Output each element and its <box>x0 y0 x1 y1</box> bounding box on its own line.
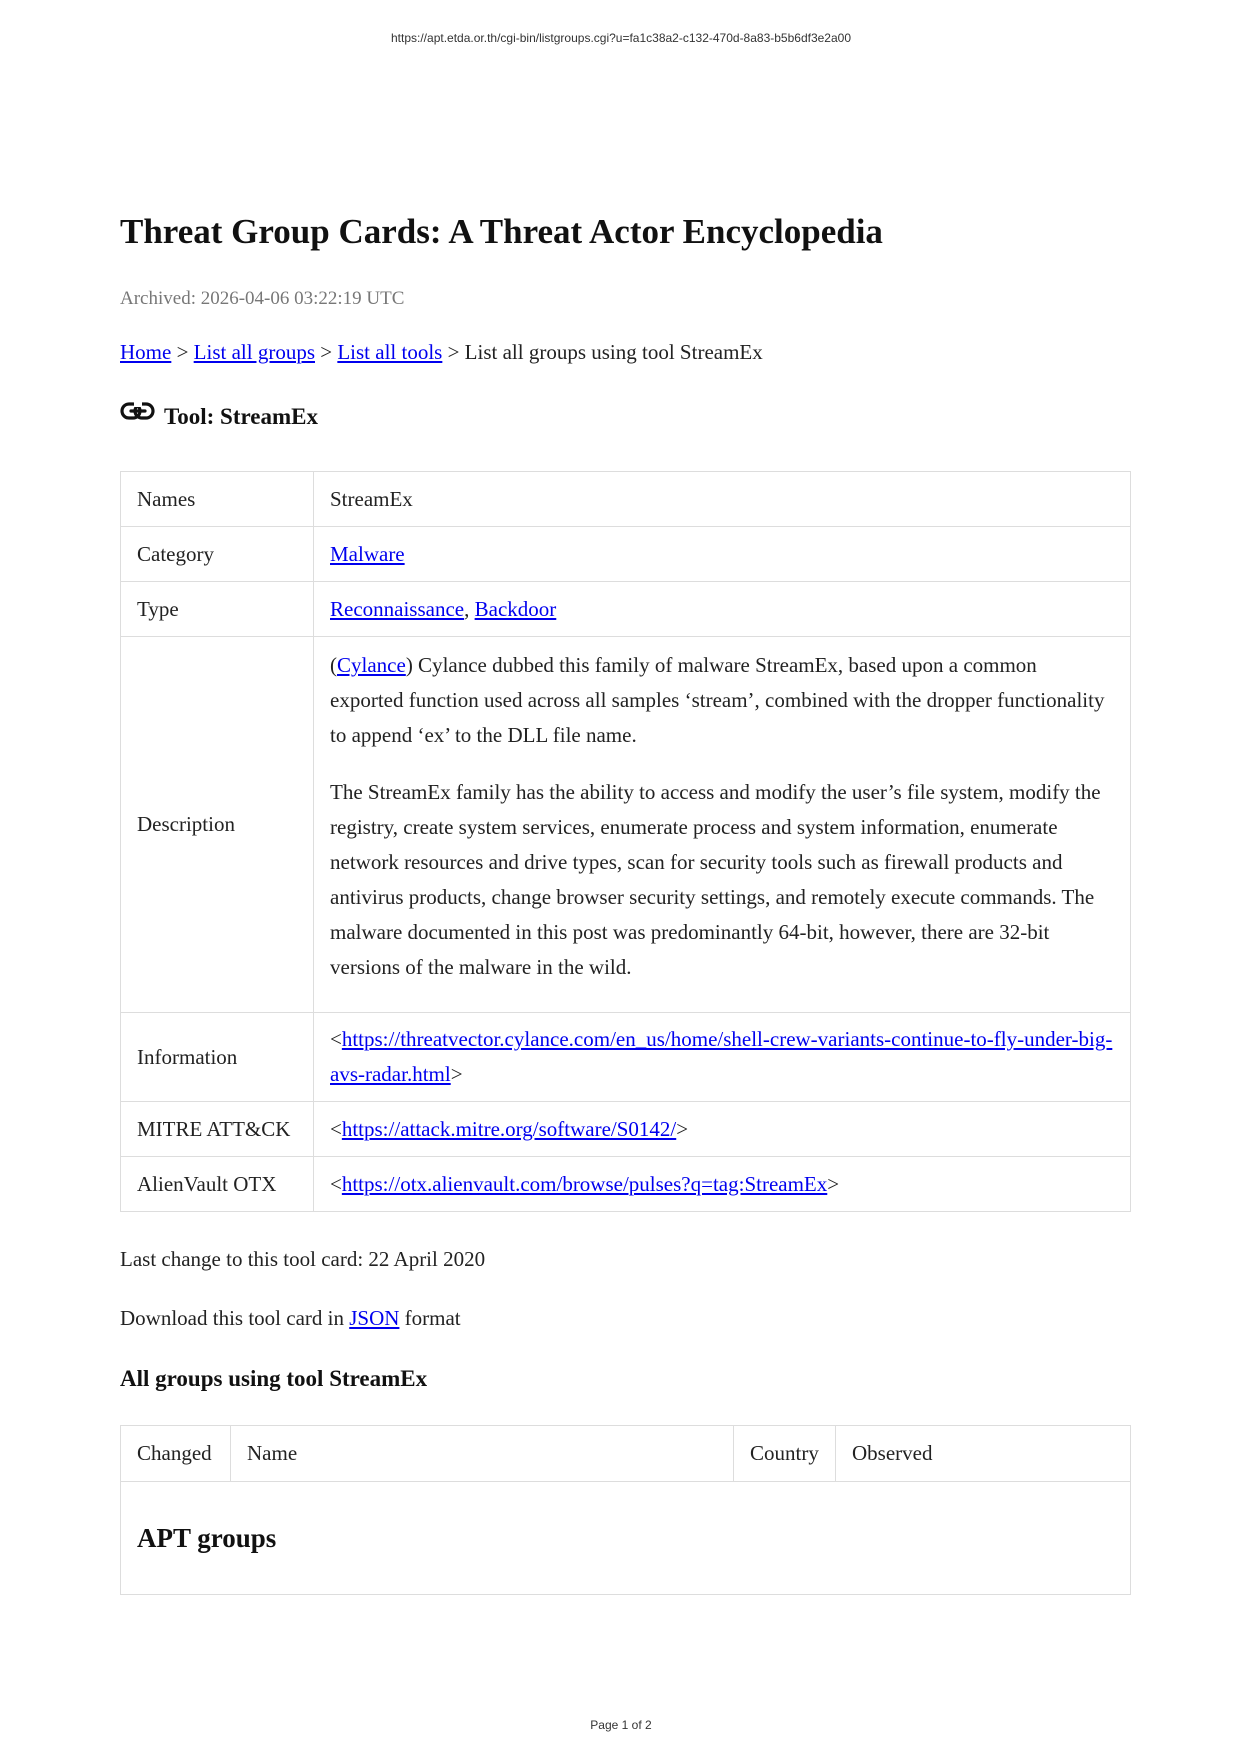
type-reconnaissance-link[interactable]: Reconnaissance <box>330 596 465 621</box>
table-row <box>121 1157 1131 1212</box>
groups-table <box>120 1425 1131 1595</box>
description-label: Description <box>121 637 314 1013</box>
breadcrumb-current: > List all groups using tool StreamEx <box>442 340 763 364</box>
column-header-observed[interactable]: Observed <box>836 1426 1131 1482</box>
breadcrumb-separator: > <box>315 340 338 364</box>
angle-close: > <box>676 1116 689 1141</box>
table-row <box>121 1482 1131 1595</box>
column-header-country[interactable]: Country <box>734 1426 836 1482</box>
names-label: Names <box>121 472 314 527</box>
description-paragraph <box>330 648 1114 753</box>
breadcrumb <box>120 340 763 365</box>
download-suffix: format <box>399 1306 461 1330</box>
category-value <box>314 527 1131 582</box>
angle-close: > <box>827 1171 840 1196</box>
last-change: Last change to this tool card: 22 April 2020 <box>120 1247 486 1271</box>
mitre-label: MITRE ATT&CK <box>121 1102 314 1157</box>
page-url: https://apt.etda.or.th/cgi-bin/listgroups.cgi?u=fa1c38a2-c132-470d-8a83-b5b6df3e2a00 <box>391 31 851 45</box>
table-row <box>121 637 1131 1013</box>
table-row <box>121 1013 1131 1102</box>
mitre-link[interactable]: https://attack.mitre.org/software/S0142/ <box>341 1116 677 1141</box>
otx-label: AlienVault OTX <box>121 1157 314 1212</box>
page-number: Page 1 of 2 <box>590 1718 652 1732</box>
download-line <box>120 1306 461 1331</box>
breadcrumb-home-link[interactable]: Home <box>120 340 172 364</box>
apt-groups-section: APT groups <box>121 1482 1131 1595</box>
type-separator: , <box>464 596 475 621</box>
link-icon <box>120 400 156 424</box>
mitre-value <box>314 1102 1131 1157</box>
json-download-link[interactable]: JSON <box>349 1306 400 1330</box>
angle-open: < <box>330 1027 342 1051</box>
column-header-name[interactable]: Name <box>231 1426 734 1482</box>
tool-heading <box>120 404 318 430</box>
cylance-link[interactable]: Cylance <box>337 653 406 677</box>
archived-timestamp: Archived: 2026-04-06 03:22:19 UTC <box>120 288 405 309</box>
table-row <box>121 472 1131 527</box>
description-text: ) Cylance dubbed this family of malware StreamEx, based upon a common exported function used across all samples ‘stream’, combined with the dropper functionality to append ‘ex’ to the DLL file name. <box>330 653 1105 747</box>
table-row <box>121 1102 1131 1157</box>
tool-heading-text: Tool: StreamEx <box>164 404 318 429</box>
type-value <box>314 582 1131 637</box>
information-label: Information <box>121 1013 314 1102</box>
breadcrumb-tools-link[interactable]: List all tools <box>337 340 443 364</box>
names-value: StreamEx <box>314 472 1131 527</box>
type-label: Type <box>121 582 314 637</box>
table-row <box>121 582 1131 637</box>
information-link[interactable]: https://threatvector.cylance.com/en_us/home/shell-crew-variants-continue-to-fly-under-big-avs-radar.html <box>330 1027 1113 1086</box>
angle-close: > <box>450 1062 463 1086</box>
otx-link[interactable]: https://otx.alienvault.com/browse/pulses?q=tag:StreamEx <box>341 1171 828 1196</box>
table-row <box>121 527 1131 582</box>
breadcrumb-groups-link[interactable]: List all groups <box>193 340 315 364</box>
description-paren: ( <box>330 653 337 677</box>
angle-open: < <box>330 1116 342 1141</box>
angle-open: < <box>330 1171 342 1196</box>
category-label: Category <box>121 527 314 582</box>
description-paragraph: The StreamEx family has the ability to access and modify the user’s file system, modify the registry, create system services, enumerate process and system information, enumerate network resources and drive types, scan for security tools such as firewall products and antivirus products, change browser security settings, and remotely execute commands. The malware documented in this post was predominantly 64-bit, however, there are 32-bit versions of the malware in the wild. <box>330 780 1101 979</box>
type-backdoor-link[interactable]: Backdoor <box>474 596 557 621</box>
table-header-row <box>121 1426 1131 1482</box>
otx-value <box>314 1157 1131 1212</box>
page-title: Threat Group Cards: A Threat Actor Encyclopedia <box>120 212 883 251</box>
column-header-changed[interactable]: Changed <box>121 1426 231 1482</box>
download-prefix: Download this tool card in <box>120 1306 350 1330</box>
information-value <box>314 1013 1131 1102</box>
breadcrumb-separator: > <box>171 340 194 364</box>
tool-card-table <box>120 471 1131 1212</box>
groups-heading: All groups using tool StreamEx <box>120 1366 428 1391</box>
description-value <box>314 637 1131 1013</box>
category-link[interactable]: Malware <box>330 541 405 566</box>
